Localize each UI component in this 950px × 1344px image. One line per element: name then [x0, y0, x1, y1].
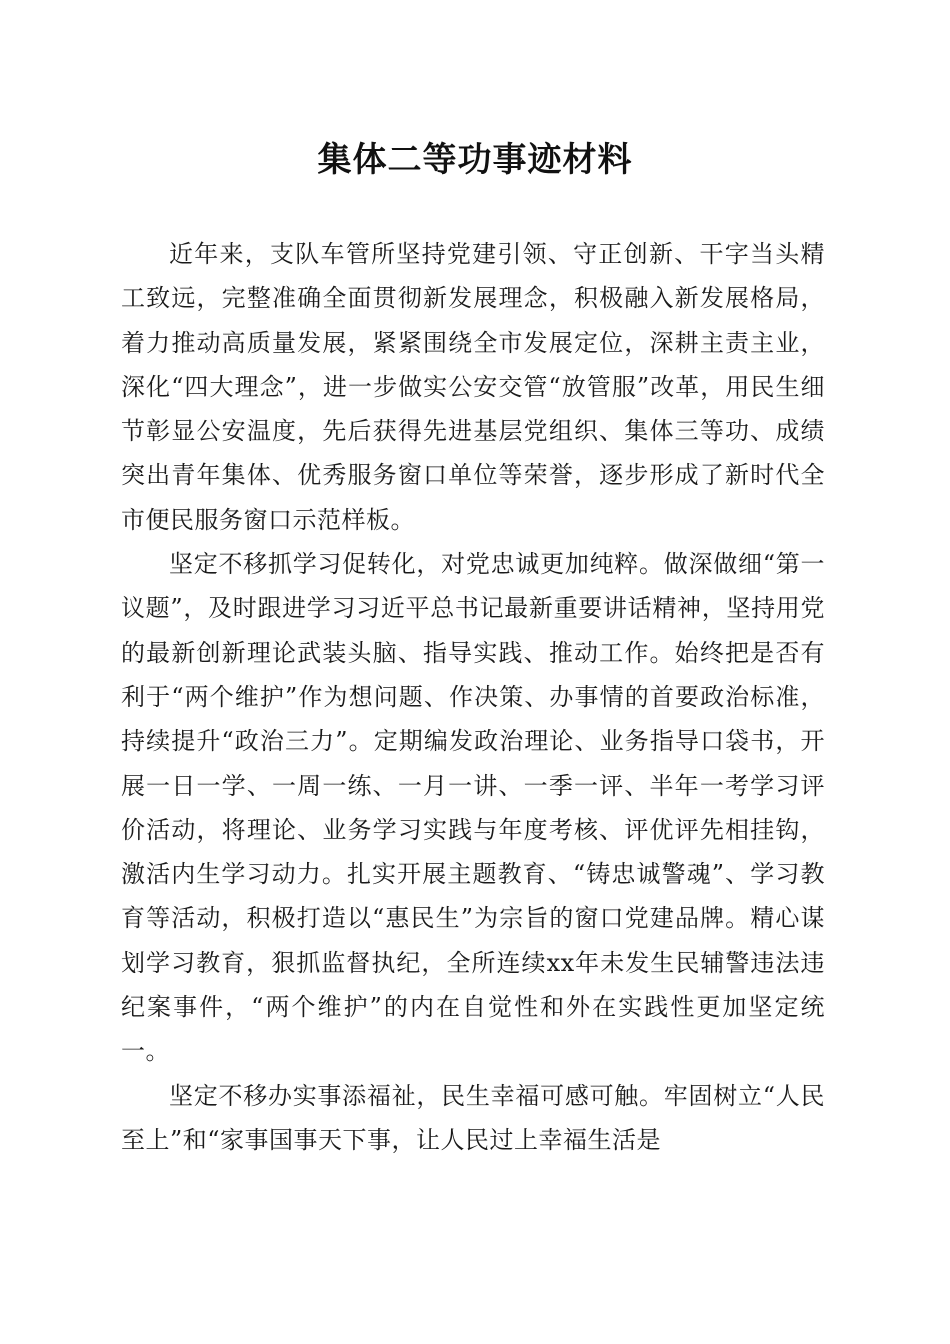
paragraph-livelihood: 坚定不移办实事添福祉，民生幸福可感可触。牢固树立“人民至上”和“家事国事天下事，让人民过上幸福生活是 [121, 1081, 825, 1154]
document-body [121, 232, 825, 1162]
paragraph-intro: 近年来，支队车管所坚持党建引领、守正创新、干字当头精工致远，完整准确全面贯彻新发展理念，积极融入新发展格局，着力推动高质量发展，紧紧围绕全市发展定位，深耕主责主业，深化“四大理念”，进一步做实公安交管“放管服”改革，用民生细节彰显公安温度，先后获得先进基层党组织、集体三等功、成绩突出青年集体、优秀服务窗口单位等荣誉，逐步形成了新时代全市便民服务窗口示范样板。 [121, 240, 825, 534]
paragraph-study: 坚定不移抓学习促转化，对党忠诚更加纯粹。做深做细“第一议题”，及时跟进学习习近平总书记最新重要讲话精神，坚持用党的最新创新理论武装头脑、指导实践、推动工作。始终把是否有利于“两个维护”作为想问题、作决策、办事情的首要政治标准，持续提升“政治三力”。定期编发政治理论、业务指导口袋书，开展一日一学、一周一练、一月一讲、一季一评、半年一考学习评价活动，将理论、业务学习实践与年度考核、评优评先相挂钩，激活内生学习动力。扎实开展主题教育、“铸忠诚警魂”、学习教育等活动，积极打造以“惠民生”为宗旨的窗口党建品牌。精心谋划学习教育，狠抓监督执纪，全所连续xx年未发生民辅警违法违纪案事件，“两个维护”的内在自觉性和外在实践性更加坚定统一。 [121, 550, 825, 1066]
document-title: 集体二等功事迹材料 [317, 140, 633, 180]
